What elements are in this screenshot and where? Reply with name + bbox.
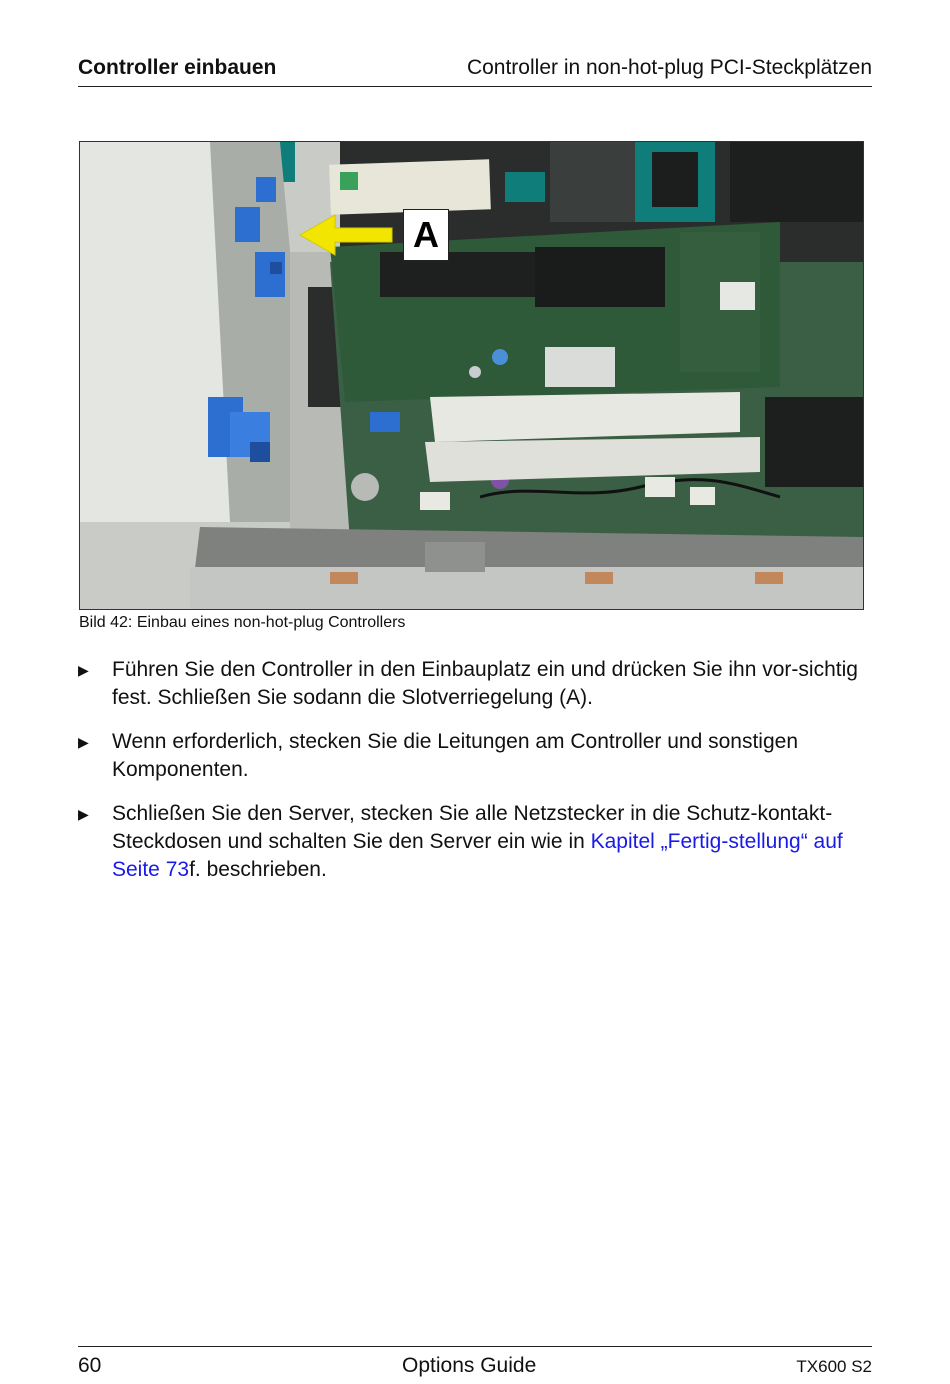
page-header	[78, 56, 872, 87]
step-text: Führen Sie den Controller in den Einbauplatz ein und drücken Sie ihn vor-sichtig fest. Schließen Sie sodann die Slotverriegelung (A).	[112, 658, 858, 709]
callout-label: A	[413, 214, 439, 255]
page-number: 60	[78, 1354, 102, 1377]
triangle-bullet-icon: ▶	[78, 662, 89, 678]
step-text: Wenn erforderlich, stecken Sie die Leitungen am Controller und sonstigen Komponenten.	[112, 730, 799, 781]
instruction-step	[78, 800, 872, 884]
figure-photo	[79, 141, 864, 610]
callout-label-box	[403, 209, 449, 261]
triangle-bullet-icon: ▶	[78, 734, 89, 750]
chapter-link[interactable]: Kapitel „Fertig-stellung“ auf Seite 73	[112, 830, 843, 881]
section-title: Controller in non-hot-plug PCI-Steckplätzen	[466, 56, 872, 79]
page-footer	[78, 1346, 872, 1379]
instruction-list	[78, 656, 872, 900]
model-name: TX600 S2	[796, 1357, 872, 1376]
controller-installation-photo	[80, 142, 863, 609]
instruction-step	[78, 656, 872, 712]
chapter-title: Controller einbauen	[78, 56, 277, 79]
instruction-step	[78, 728, 872, 784]
guide-title: Options Guide	[402, 1354, 537, 1377]
triangle-bullet-icon: ▶	[78, 806, 89, 822]
figure-caption: Bild 42: Einbau eines non-hot-plug Controllers	[79, 614, 406, 631]
step-text-suffix: f. beschrieben.	[189, 858, 327, 881]
step-text: Schließen Sie den Server, stecken Sie alle Netzstecker in die Schutz-kontakt-Steckdosen und schalten Sie den Server ein wie in	[112, 802, 833, 853]
